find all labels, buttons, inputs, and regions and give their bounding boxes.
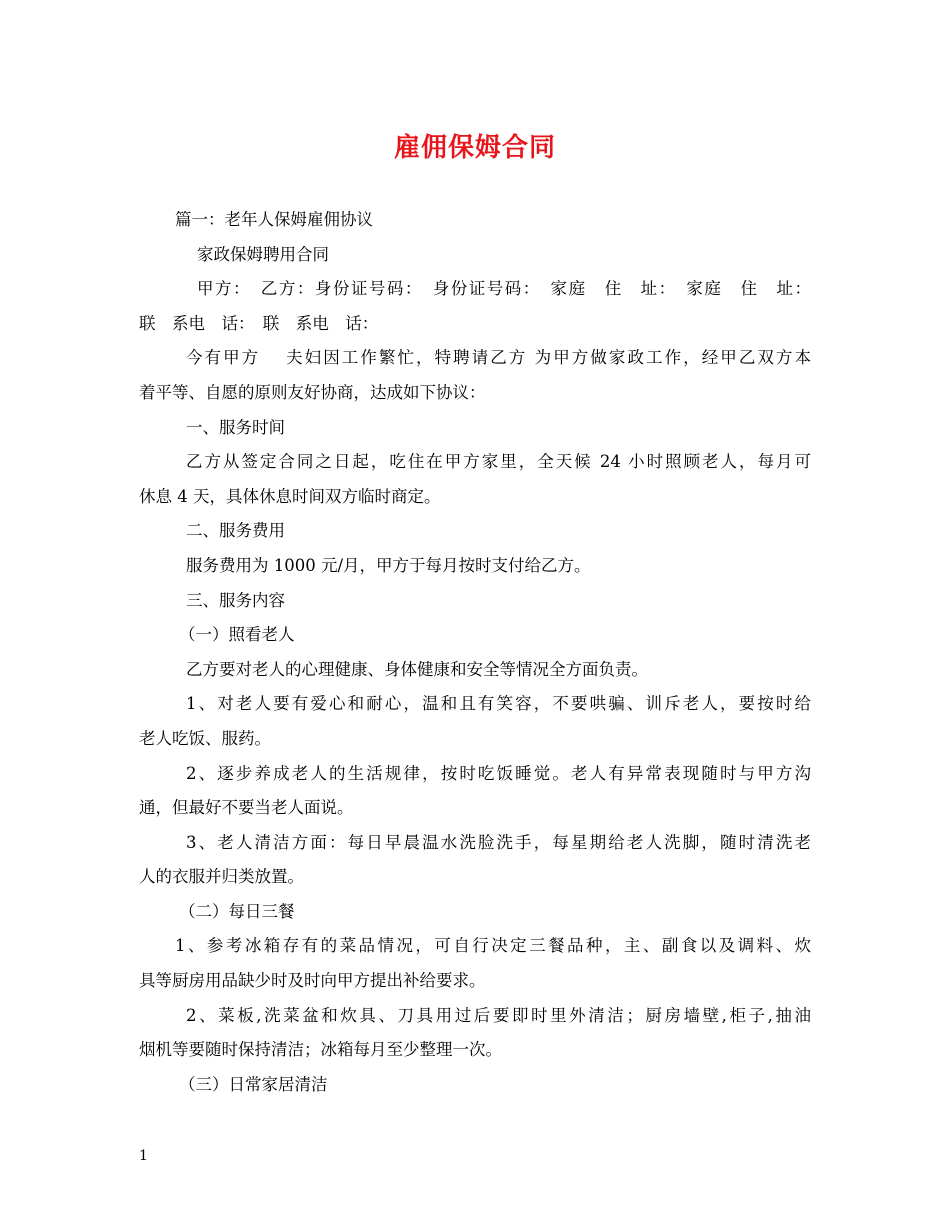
page-number: 1	[139, 1148, 148, 1164]
body-line: 今有甲方 夫妇因工作繁忙，特聘请乙方 为甲方做家政工作，经甲乙双方本	[186, 348, 811, 368]
document-body	[139, 203, 811, 1102]
body-line: 老人吃饭、服药。	[139, 728, 271, 748]
body-line: 乙方从签定合同之日起，吃住在甲方家里，全天候 24 小时照顾老人，每月可	[186, 452, 811, 472]
body-line: 联 系电 话： 联 系电 话：	[139, 313, 379, 333]
body-line: 2、逐步养成老人的生活规律，按时吃饭睡觉。老人有异常表现随时与甲方沟	[186, 763, 811, 783]
body-line: 乙方要对老人的心理健康、身体健康和安全等情况全方面负责。	[186, 659, 648, 679]
body-line: 甲方： 乙方：身份证号码： 身份证号码： 家庭 住 址： 家庭 住 址：	[197, 279, 811, 299]
body-line: 烟机等要随时保持清洁；冰箱每月至少整理一次。	[139, 1040, 502, 1060]
body-line: 3、老人清洁方面：每日早晨温水洗脸洗手，每星期给老人洗脚，随时清洗老	[186, 832, 811, 852]
body-line: 通，但最好不要当老人面说。	[139, 798, 354, 818]
body-line: 1、对老人要有爱心和耐心，温和且有笑容，不要哄骗、训斥老人，要按时给	[186, 694, 811, 714]
body-line: 2、菜板,洗菜盆和炊具、刀具用过后要即时里外清洁；厨房墙壁,柜子,抽油	[186, 1005, 811, 1025]
document-title: 雇佣保姆合同	[393, 133, 556, 163]
body-line: 人的衣服并归类放置。	[139, 867, 304, 887]
body-line: 家政保姆聘用合同	[197, 244, 329, 264]
body-line: 着平等、自愿的原则友好协商，达成如下协议：	[139, 382, 486, 402]
body-line: 服务费用为 1000 元/月，甲方于每月按时支付给乙方。	[186, 555, 591, 575]
body-line: 具等厨房用品缺少时及时向甲方提出补给要求。	[139, 971, 486, 991]
body-line: （二）每日三餐	[179, 901, 295, 921]
body-line: 二、服务费用	[186, 521, 285, 541]
body-line: 一、服务时间	[186, 417, 285, 437]
body-line: （三）日常家居清洁	[179, 1074, 328, 1094]
body-line: 休息 4 天，具体休息时间双方临时商定。	[139, 486, 441, 506]
body-line: （一）照看老人	[179, 625, 295, 645]
body-line: 篇一：老年人保姆雇佣协议	[175, 210, 373, 229]
body-line: 三、服务内容	[186, 590, 285, 610]
body-line: 1、参考冰箱存有的菜品情况，可自行决定三餐品种，主、副食以及调料、炊	[175, 936, 811, 956]
